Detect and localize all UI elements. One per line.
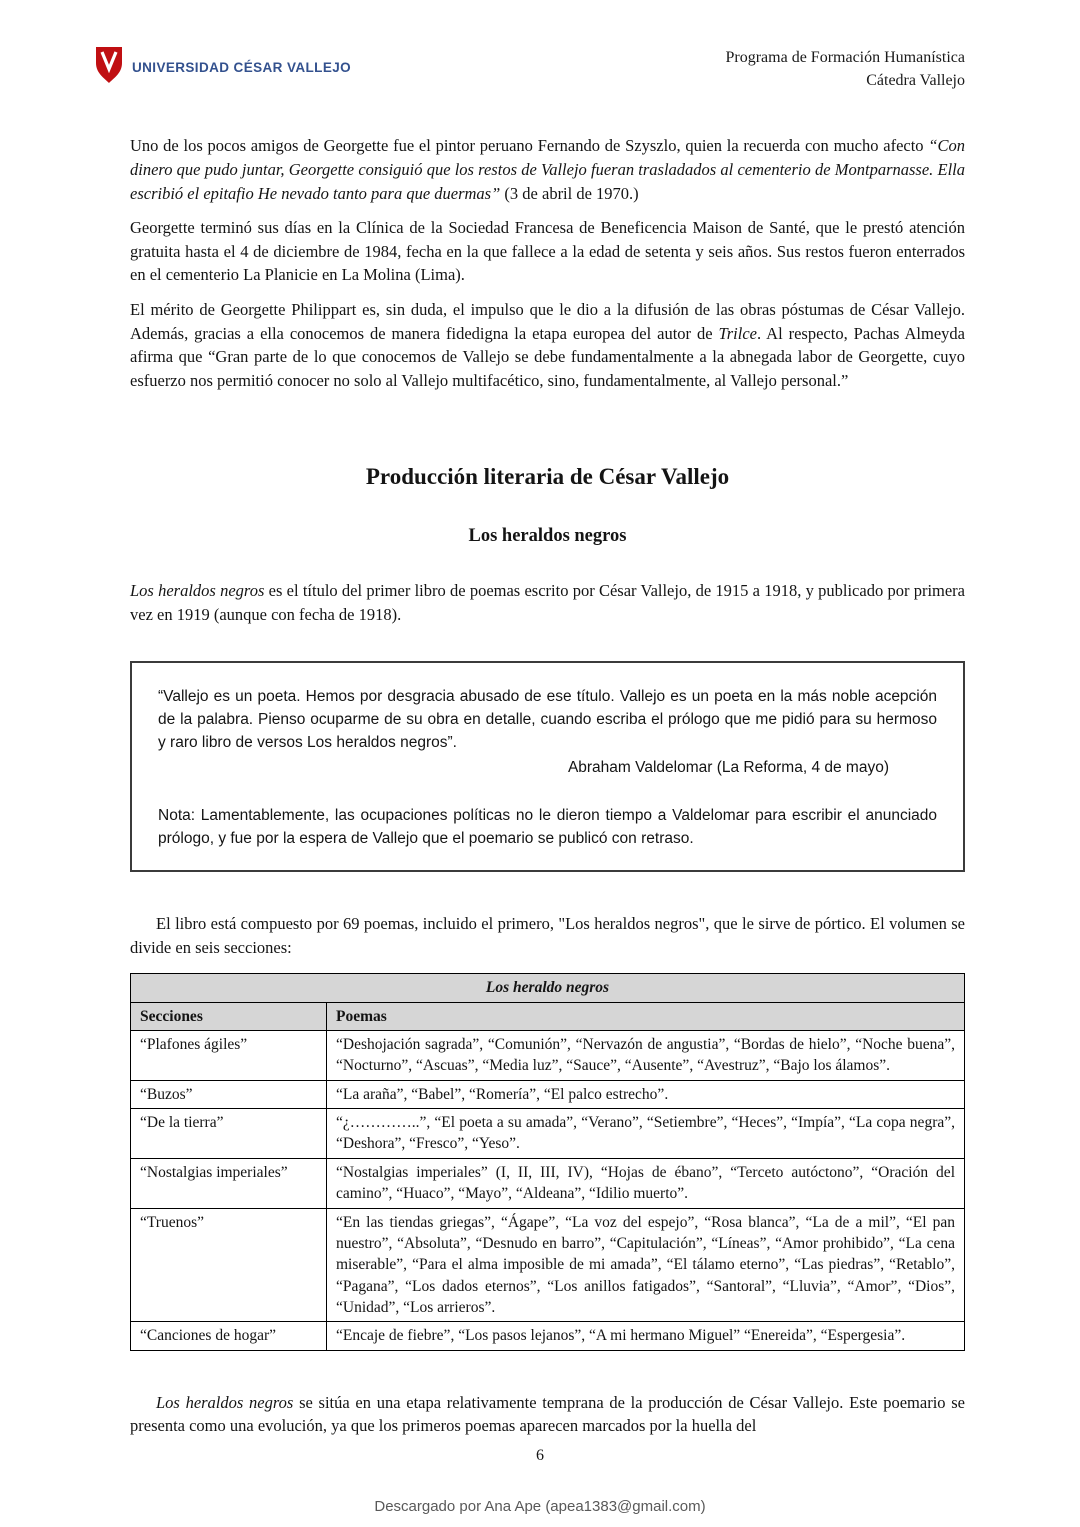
p1-quote: “Con dinero que pudo juntar, Georgette consiguió que los restos de Vallejo fueran trasladados al cementerio de Montparnasse. Ella escribió el epitafio He nevado tanto para que duermas” (130, 136, 965, 203)
quote-attribution: Abraham Valdelomar (La Reforma, 4 de mayo) (567, 759, 889, 777)
cell-poemas: “Deshojación sagrada”, “Comunión”, “Nervazón de angustia”, “Bordas de hielo”, “Noche buena”, “Nocturno”, “Ascuas”, “Media luz”, “Sauce”, “Ausente”, “Avestruz”, “Bajo los álamos”. (327, 1030, 965, 1080)
ucv-logo (95, 46, 351, 89)
table-title-row (131, 974, 965, 1002)
section-subtitle: Los heraldos negros (468, 526, 627, 547)
cell-seccion: “Nostalgias imperiales” (131, 1158, 327, 1208)
table-row (131, 1208, 965, 1322)
cell-poemas: “En las tiendas griegas”, “Ágape”, “La voz del espejo”, “Rosa blanca”, “La de a mil”, “El pan nuestro”, “Absoluta”, “Desnudo en barro”, “Capitulación”, “Líneas”, “Amor prohibido”, “La cena miserable”, “Para el alma imposible de mi amada”, “El tálamo eterno”, “Las piedras”, “Retablo”, “Pagana”, “Los dados eternos”, “Los anillos fatigados”, “Santoral”, “Lluvia”, “Amor”, “Dios”, “Unidad”, “Los arrieros”. (327, 1208, 965, 1322)
cell-poemas: “Encaje de fiebre”, “Los pasos lejanos”, “A mi hermano Miguel” “Enereida”, “Espergesia”. (327, 1322, 965, 1350)
cell-seccion: “Plafones ágiles” (131, 1030, 327, 1080)
header-program-block (726, 46, 966, 92)
quote-note: Nota: Lamentablemente, las ocupaciones políticas no le dieron tiempo a Valdelomar para escribir el anunciado prólogo, y fue por la espera de Vallejo que el poemario se publicó con retraso. (158, 806, 937, 847)
header-program-line: Programa de Formación Humanística (725, 49, 965, 66)
table-header-row (131, 1002, 965, 1030)
paragraph-heraldos-intro (130, 579, 965, 626)
table-header-poemas: Poemas (327, 1002, 965, 1030)
table-header-secciones: Secciones (131, 1002, 327, 1030)
table-title: Los heraldo negros (131, 974, 965, 1002)
table-row (131, 1030, 965, 1080)
cell-seccion: “Canciones de hogar” (131, 1322, 327, 1350)
closing-paragraph (130, 1391, 965, 1438)
page-number: 6 (536, 1447, 544, 1464)
table-row (131, 1080, 965, 1108)
section-title: Producción literaria de César Vallejo (365, 464, 730, 490)
ucv-shield-icon (95, 46, 123, 89)
p3-start: El mérito de Georgette Philippart es, sin duda, el impulso que le dio a la difusión de las obras póstumas de César Vallejo. Además, gracias a ella conocemos de manera fidedigna la etapa europea del autor de (130, 299, 965, 343)
table-row (131, 1109, 965, 1159)
paragraph-georgette-death: Georgette terminó sus días en la Clínica de la Sociedad Francesa de Beneficencia Maison de Santé, que le prestó atención gratuita hasta el 4 de diciembre de 1984, fecha en la que fallece a la edad de setenta y seis años. Sus restos fueron enterrados en el cementerio La Planicie en La Molina (Lima). (130, 218, 965, 285)
heraldos-title-italic: Los heraldos negros (130, 581, 265, 601)
header-catedra-line: Cátedra Vallejo (866, 72, 965, 90)
cell-seccion: “Buzos” (131, 1080, 327, 1108)
page-header (130, 46, 965, 92)
ucv-logo-text: UNIVERSIDAD CÉSAR VALLEJO (132, 60, 352, 75)
paragraph-book-composition: El libro está compuesto por 69 poemas, incluido el primero, "Los heraldos negros", que le sirve de pórtico. El volumen se divide en seis secciones: (130, 914, 965, 957)
p3-trilce: Trilce (718, 323, 758, 343)
table-row (131, 1322, 965, 1350)
closing-italic: Los heraldos negros (156, 1392, 294, 1412)
download-note: Descargado por Ana Ape (apea1383@gmail.com) (374, 1498, 706, 1515)
quote-box (130, 661, 965, 873)
cell-seccion: “De la tierra” (131, 1109, 327, 1159)
cell-poemas: “La araña”, “Babel”, “Romería”, “El palco estrecho”. (327, 1080, 965, 1108)
cell-poemas: “Nostalgias imperiales” (I, II, III, IV), “Hojas de ébano”, “Terceto autóctono”, “Oración del camino”, “Huaco”, “Mayo”, “Aldeana”, “Idilio muerto”. (327, 1158, 965, 1208)
paragraph-georgette-friends (130, 134, 965, 205)
cell-seccion: “Truenos” (131, 1208, 327, 1322)
p3-end: . Al respecto, Pachas Almeyda afirma que “Gran parte de lo que conocemos de Vallejo se debe fundamentalmente a la abnegada labor de Georgette, cuyo esfuerzo nos permitió conocer no solo al Vallejo multifacético, sino, fundamentalmente, al Vallejo personal.” (130, 323, 965, 390)
paragraph-georgette-merit (130, 298, 965, 392)
table-row (131, 1158, 965, 1208)
cell-poemas: “¿…………..”, “El poeta a su amada”, “Verano”, “Setiembre”, “Heces”, “Impía”, “La copa negra”, “Deshora”, “Fresco”, “Yeso”. (327, 1109, 965, 1159)
heraldos-intro-rest: es el título del primer libro de poemas escrito por César Vallejo, de 1915 a 1918, y publicado por primera vez en 1919 (aunque con fecha de 1918). (130, 581, 966, 624)
p1-end: (3 de abril de 1970.) (500, 183, 639, 203)
poems-table (130, 973, 965, 1351)
closing-rest: se sitúa en una etapa relativamente temprana de la producción de César Vallejo. Este poemario se presenta como una evolución, ya que los primeros poemas aparecen marcados por la huella del (130, 1392, 965, 1436)
p1-start: Uno de los pocos amigos de Georgette fue el pintor peruano Fernando de Szyszlo, quien la recuerda con mucho afecto (130, 136, 929, 156)
quote-text: “Vallejo es un poeta. Hemos por desgracia abusado de ese título. Vallejo es un poeta en la más noble acepción de la palabra. Pienso ocuparme de su obra en detalle, cuando escriba el prólogo que me pidió para su hermoso y raro libro de versos Los heraldos negros”. (158, 687, 937, 751)
